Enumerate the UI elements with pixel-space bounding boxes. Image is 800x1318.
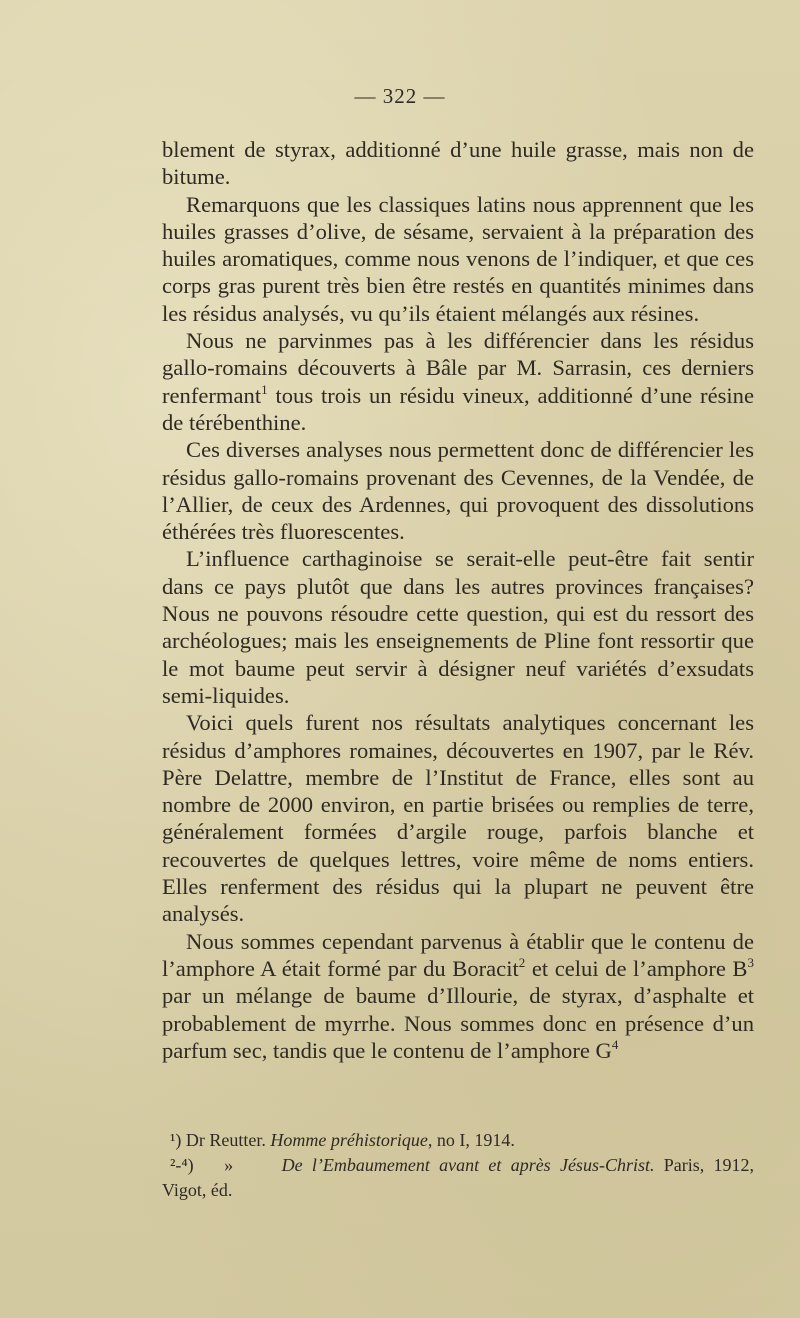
- paragraph: Voici quels furent nos résultats analytiques concernant les résidus d’amphores romaines, découvertes en 1907, par le Rév. Père Delattre, membre de l’Institut de France, elles sont au nombre de 2000 environ, en partie brisées ou remplies de terre, généralement formées d’argile rouge, parfois blanche et recouvertes de quelques lettres, voire même de noms entiers. Elles renferment des résidus qui la plupart ne peuvent être analysés.: [162, 710, 754, 927]
- paragraph: blement de styrax, additionné d’une huile grasse, mais non de bitume.: [162, 137, 754, 190]
- footnote-marker: ²-⁴): [170, 1155, 194, 1175]
- paragraph-text: tous trois un résidu vineux, additionné d’une résine de térébenthine.: [162, 382, 754, 435]
- footnote-marker: ¹): [170, 1130, 182, 1150]
- footnote-rest: , no I, 1914.: [427, 1130, 515, 1150]
- paragraph-text: Nous sommes cependant parvenus à établir que le contenu de l’amphore A était formé par du Boracit: [162, 928, 754, 981]
- paragraph: [162, 327, 754, 436]
- page-number: — 322 —: [354, 84, 446, 108]
- paragraph: Ces diverses analyses nous permettent donc de différencier les résidus gallo-romains provenant des Cevennes, de la Vendée, de l’Allier, de ceux des Ardennes, qui provoquent des dissolutions éthérées très fluorescentes.: [162, 437, 754, 545]
- footnote-ref: 2: [518, 954, 526, 970]
- paragraph: L’influence carthaginoise se serait-elle peut-être fait sentir dans ce pays plutôt que dans les autres provinces françaises? Nous ne pouvons résoudre cette question, qui est du ressort des archéologues; mais les enseignements de Pline font ressortir que le mot baume peut servir à désigner neuf variétés d’exsudats semi-liquides.: [162, 546, 754, 708]
- paragraph-text: et celui de l’amphore B: [525, 955, 748, 981]
- paragraph-text: par un mélange de baume d’Illourie, de styrax, d’asphalte et probablement de myrrhe. Nous sommes donc en présence d’un parfum sec, tandis que le contenu de l’amphore G: [162, 983, 754, 1063]
- body-text: [162, 136, 754, 1064]
- paragraph-text: Nous ne parvinmes pas à les différencier dans les résidus gallo-romains découverts à Bâle par M. Sarrasin, ces derniers renfermant: [162, 328, 754, 408]
- footnotes: [162, 1128, 754, 1203]
- paragraph: [162, 928, 754, 1064]
- footnote-title: De l’Embaumement avant et après Jésus-Christ.: [281, 1155, 655, 1175]
- ditto-mark: »: [224, 1155, 234, 1175]
- footnote-ref: 3: [747, 954, 755, 970]
- footnote-author: Dr Reutter.: [185, 1130, 266, 1150]
- footnote: [162, 1128, 754, 1153]
- footnote-rest: Paris, 1912, Vigot, éd.: [162, 1155, 755, 1200]
- footnote-ref: 4: [611, 1036, 619, 1052]
- paragraph: Remarquons que les classiques latins nous apprennent que les huiles grasses d’olive, de sésame, servaient à la préparation des huiles aromatiques, comme nous venons de l’indiquer, et que ces corps gras purent très bien être restés en quantités minimes dans les résidus analysés, vu qu’ils étaient mélangés aux résines.: [162, 191, 754, 326]
- footnote-ref: 1: [261, 381, 268, 397]
- footnote: [162, 1153, 754, 1203]
- footnote-title: Homme préhistorique: [270, 1130, 428, 1150]
